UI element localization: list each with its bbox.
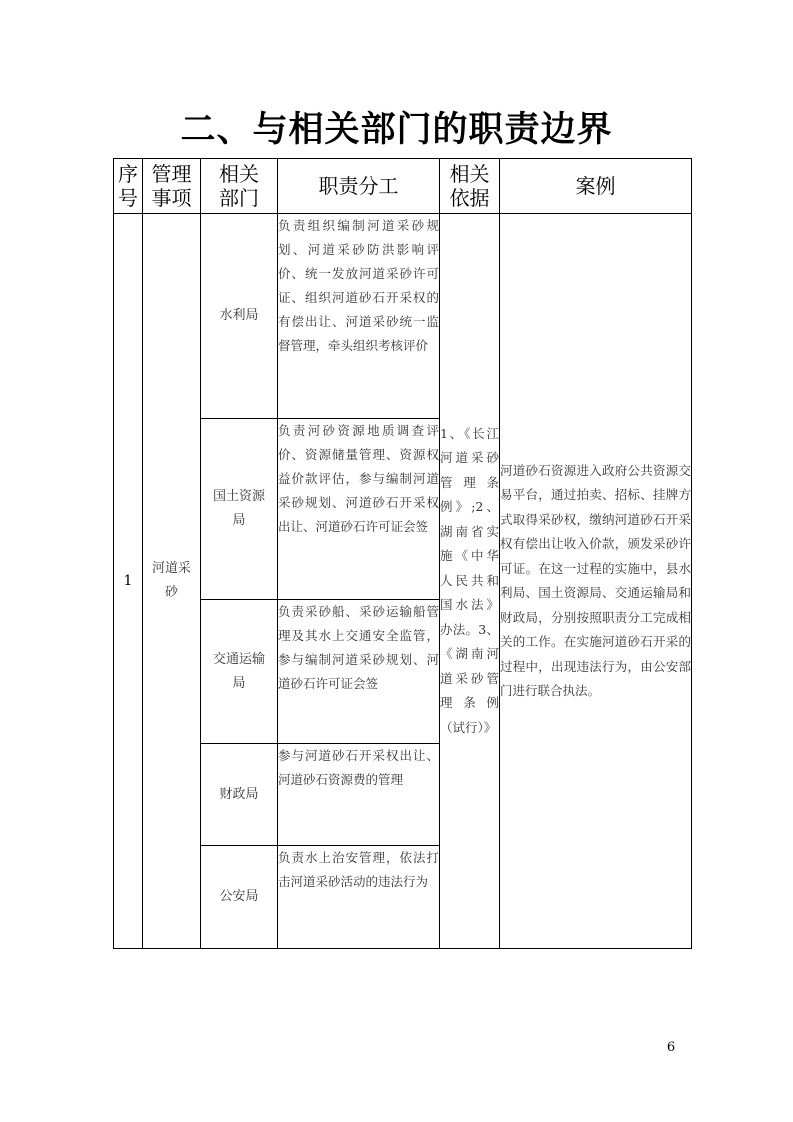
page-title: 二、与相关部门的职责边界 <box>180 110 613 150</box>
dept-duty: 负责水上治安管理，依法打击河道采砂活动的违法行为 <box>278 846 440 949</box>
dept-name: 水利局 <box>201 214 278 419</box>
row-case: 河道砂石资源进入政府公共资源交易平台，通过拍卖、招标、挂牌方式取得采砂权，缴纳河道砂石开采权有偿出让收入价款，颁发采砂许可证。在这一过程的实施中，县水利局、国土资源局、交通运输局和财政局，分别按照职责分工完成相关的工作。在实施河道砂石开采的过程中，出现违法行为，由公安部门进行联合执法。 <box>500 214 692 949</box>
dept-name: 国土资源 局 <box>201 419 278 600</box>
responsibility-table <box>113 158 692 949</box>
dept-duty: 参与河道砂石开采权出让、河道砂石资源费的管理 <box>278 744 440 846</box>
dept-duty: 负责采砂船、采砂运输船管理及其水上交通安全监管，参与编制河道采砂规划、河道砂石许可证会签 <box>278 600 440 744</box>
page-number: 6 <box>666 1040 676 1055</box>
table-row <box>114 214 692 419</box>
dept-name: 交通运输 局 <box>201 600 278 744</box>
dept-duty: 负责组织编制河道采砂规划、河道采砂防洪影响评价、统一发放河道采砂许可证、组织河道砂石开采权的有偿出让、河道采砂统一监督管理，牵头组织考核评价 <box>278 214 440 419</box>
header-basis: 相关 依据 <box>440 159 500 214</box>
table-header-row <box>114 159 692 214</box>
header-index: 序 号 <box>114 159 143 214</box>
header-item: 管理 事项 <box>143 159 201 214</box>
dept-name: 公安局 <box>201 846 278 949</box>
header-duty: 职责分工 <box>278 159 440 214</box>
dept-duty: 负责河砂资源地质调查评价、资源储量管理、资源权益价款评估，参与编制河道采砂规划、河道砂石开采权出让、河道砂石许可证会签 <box>278 419 440 600</box>
header-case: 案例 <box>500 159 692 214</box>
row-index: 1 <box>114 214 143 949</box>
row-basis: 1、《长江河道采砂管理条例》;2、湖南省实施《中华人民共和国水法》办法。3、《湖南河道采砂管理条例（试行）》 <box>440 214 500 949</box>
row-item: 河道采 砂 <box>143 214 201 949</box>
header-dept: 相关 部门 <box>201 159 278 214</box>
dept-name: 财政局 <box>201 744 278 846</box>
